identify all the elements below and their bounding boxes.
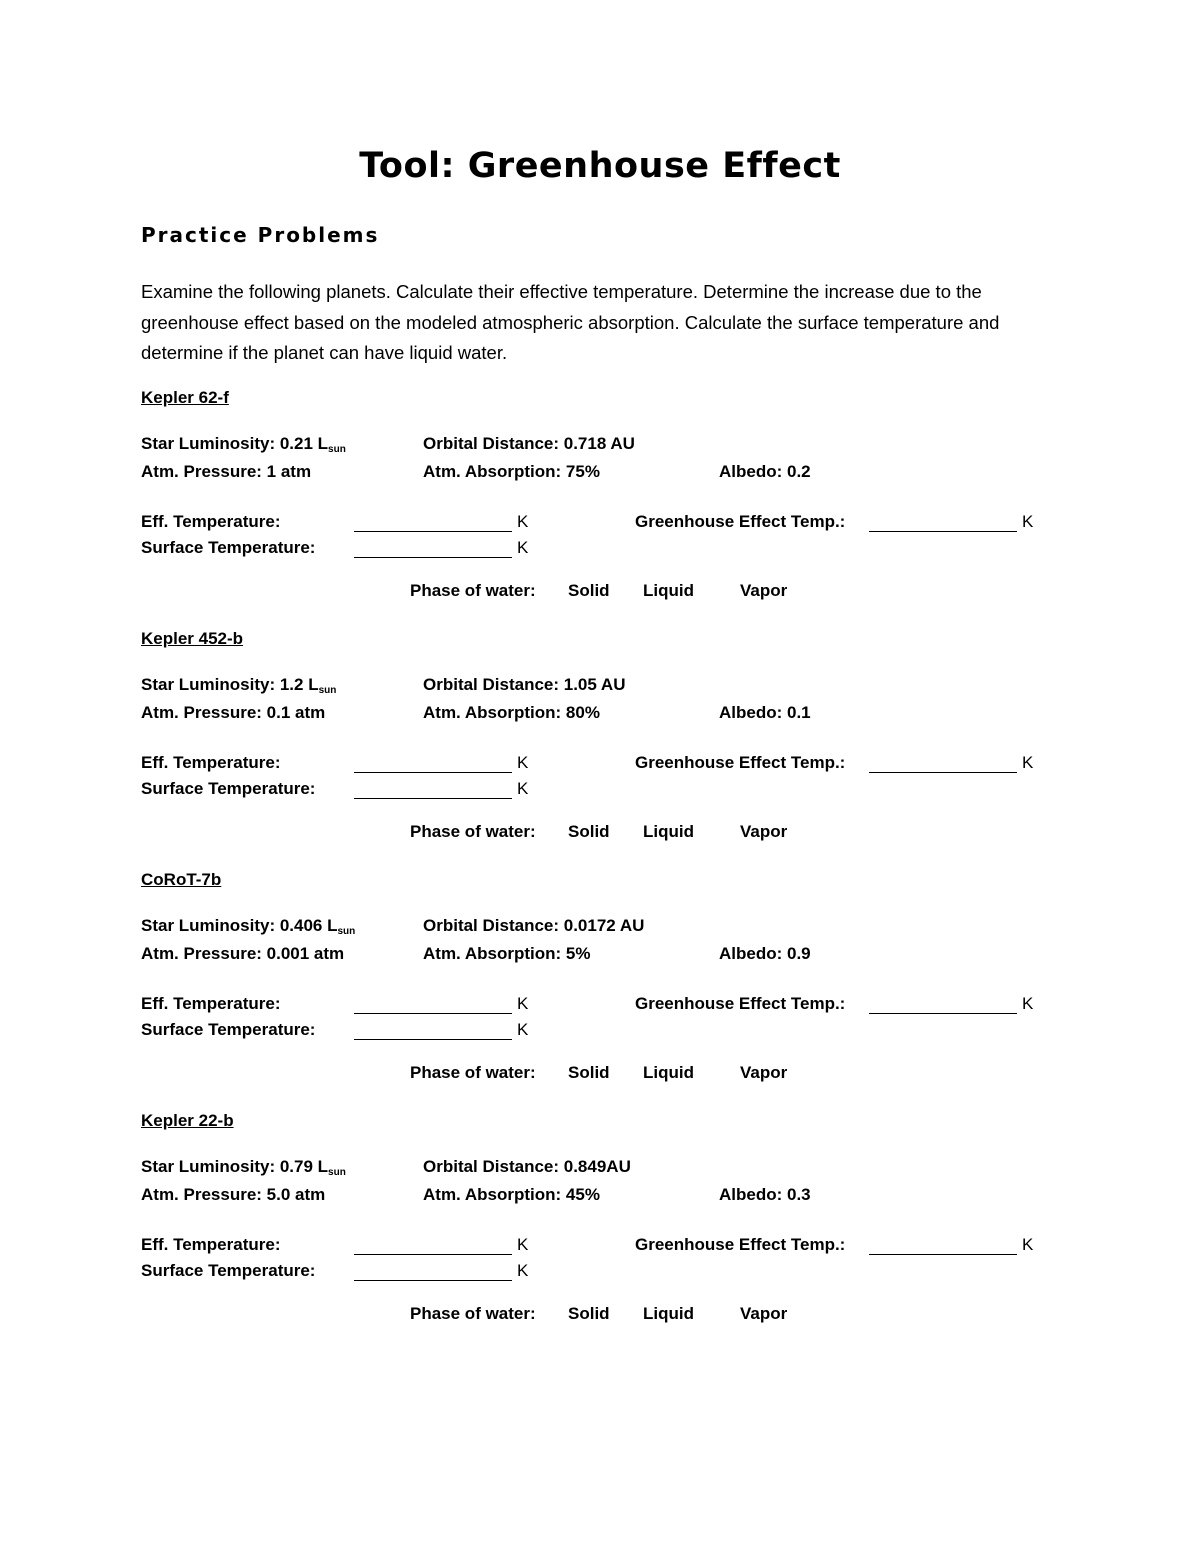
atm-pressure: Atm. Pressure: 0.1 atm	[141, 703, 326, 722]
star-luminosity: Star Luminosity: 0.406 $L_{sun}$	[141, 916, 356, 937]
surface-temperature-label: Surface Temperature:	[141, 1020, 316, 1039]
kelvin-unit: K	[1022, 753, 1034, 772]
eff-temperature-blank[interactable]	[354, 1254, 512, 1255]
phase-option-vapor[interactable]: Vapor	[740, 1063, 788, 1082]
kelvin-unit: K	[517, 1261, 529, 1280]
eff-temperature-blank[interactable]	[354, 531, 512, 532]
orbital-distance: Orbital Distance: 0.849AU	[423, 1157, 631, 1176]
greenhouse-temp-label: Greenhouse Effect Temp.:	[635, 512, 846, 531]
kelvin-unit: K	[517, 1235, 529, 1254]
eff-temperature-label: Eff. Temperature:	[141, 753, 281, 772]
phase-of-water-label: Phase of water:	[410, 822, 536, 841]
phase-option-vapor[interactable]: Vapor	[740, 822, 788, 841]
star-luminosity: Star Luminosity: 0.79 $L_{sun}$	[141, 1157, 346, 1178]
lsun-subscript: sun	[337, 926, 356, 937]
lsun-subscript: sun	[328, 444, 346, 455]
surface-temperature-blank[interactable]	[354, 557, 512, 558]
atm-absorption: Atm. Absorption: 80%	[423, 703, 600, 722]
albedo: Albedo: 0.9	[719, 944, 811, 963]
phase-option-solid[interactable]: Solid	[568, 822, 610, 841]
lsun-subscript: sun	[318, 685, 337, 696]
kelvin-unit: K	[517, 779, 529, 798]
kelvin-unit: K	[517, 512, 529, 531]
surface-temperature-blank[interactable]	[354, 1280, 512, 1281]
kelvin-unit: K	[517, 1020, 529, 1039]
orbital-distance: Orbital Distance: 1.05 AU	[423, 675, 626, 694]
phase-option-liquid[interactable]: Liquid	[643, 1304, 694, 1323]
phase-option-liquid[interactable]: Liquid	[643, 581, 694, 600]
phase-option-vapor[interactable]: Vapor	[740, 1304, 788, 1323]
greenhouse-temp-label: Greenhouse Effect Temp.:	[635, 753, 846, 772]
star-luminosity: Star Luminosity: 0.21 $L_{sun}$	[141, 434, 346, 455]
greenhouse-temp-blank[interactable]	[869, 772, 1017, 773]
eff-temperature-blank[interactable]	[354, 772, 512, 773]
orbital-distance: Orbital Distance: 0.0172 AU	[423, 916, 645, 935]
phase-option-solid[interactable]: Solid	[568, 581, 610, 600]
greenhouse-temp-label: Greenhouse Effect Temp.:	[635, 994, 846, 1013]
planet-name: CoRoT-7b	[141, 870, 222, 889]
albedo: Albedo: 0.2	[719, 462, 811, 481]
phase-option-liquid[interactable]: Liquid	[643, 1063, 694, 1082]
atm-absorption: Atm. Absorption: 5%	[423, 944, 591, 963]
atm-absorption: Atm. Absorption: 45%	[423, 1185, 600, 1204]
surface-temperature-label: Surface Temperature:	[141, 779, 316, 798]
kelvin-unit: K	[1022, 994, 1034, 1013]
greenhouse-temp-label: Greenhouse Effect Temp.:	[635, 1235, 846, 1254]
page-title: Tool: Greenhouse Effect	[359, 146, 841, 186]
greenhouse-temp-blank[interactable]	[869, 531, 1017, 532]
surface-temperature-label: Surface Temperature:	[141, 538, 316, 557]
planet-name: Kepler 22-b	[141, 1111, 234, 1130]
phase-of-water-label: Phase of water:	[410, 1063, 536, 1082]
surface-temperature-blank[interactable]	[354, 798, 512, 799]
kelvin-unit: K	[517, 994, 529, 1013]
phase-option-solid[interactable]: Solid	[568, 1304, 610, 1323]
atm-pressure: Atm. Pressure: 0.001 atm	[141, 944, 345, 963]
star-luminosity: Star Luminosity: 1.2 $L_{sun}$	[141, 675, 337, 696]
kelvin-unit: K	[517, 538, 529, 557]
phase-option-solid[interactable]: Solid	[568, 1063, 610, 1082]
phase-option-vapor[interactable]: Vapor	[740, 581, 788, 600]
greenhouse-temp-blank[interactable]	[869, 1254, 1017, 1255]
atm-pressure: Atm. Pressure: 1 atm	[141, 462, 312, 481]
intro-paragraph: Examine the following planets. Calculate their effective temperature. Determine the increase due to the greenhouse effect based on the modeled atmospheric absorption. Calculate the surface temperature and determine if the planet can have liquid water.	[141, 281, 1000, 363]
lsun-subscript: sun	[328, 1167, 346, 1178]
eff-temperature-label: Eff. Temperature:	[141, 512, 281, 531]
phase-of-water-label: Phase of water:	[410, 1304, 536, 1323]
section-heading: Practice Problems	[141, 223, 380, 247]
eff-temperature-label: Eff. Temperature:	[141, 994, 281, 1013]
kelvin-unit: K	[1022, 512, 1034, 531]
albedo: Albedo: 0.1	[719, 703, 811, 722]
phase-of-water-label: Phase of water:	[410, 581, 536, 600]
kelvin-unit: K	[1022, 1235, 1034, 1254]
planet-name: Kepler 452-b	[141, 629, 244, 648]
phase-option-liquid[interactable]: Liquid	[643, 822, 694, 841]
albedo: Albedo: 0.3	[719, 1185, 811, 1204]
surface-temperature-label: Surface Temperature:	[141, 1261, 316, 1280]
planet-name: Kepler 62-f	[141, 388, 229, 407]
atm-absorption: Atm. Absorption: 75%	[423, 462, 600, 481]
eff-temperature-label: Eff. Temperature:	[141, 1235, 281, 1254]
greenhouse-temp-blank[interactable]	[869, 1013, 1017, 1014]
eff-temperature-blank[interactable]	[354, 1013, 512, 1014]
kelvin-unit: K	[517, 753, 529, 772]
orbital-distance: Orbital Distance: 0.718 AU	[423, 434, 635, 453]
atm-pressure: Atm. Pressure: 5.0 atm	[141, 1185, 326, 1204]
surface-temperature-blank[interactable]	[354, 1039, 512, 1040]
